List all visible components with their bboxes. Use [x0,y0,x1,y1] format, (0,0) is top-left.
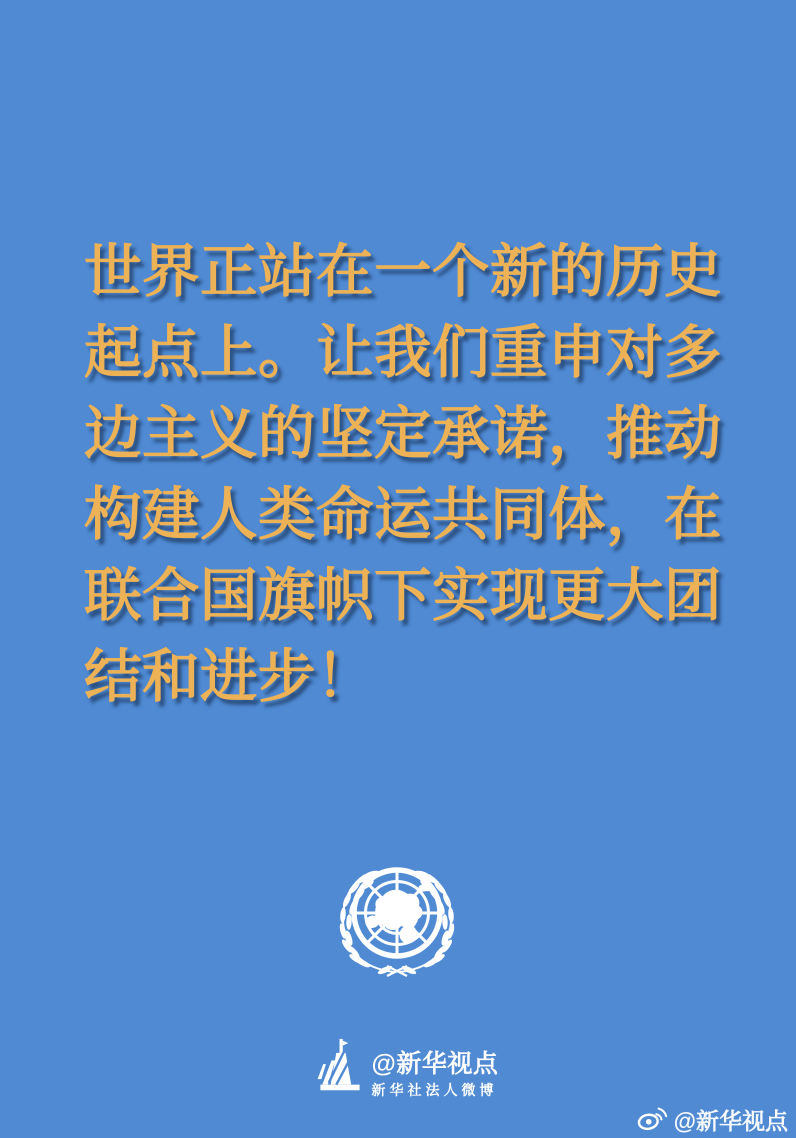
quote-line-3: 边主义的坚定承诺，推动 [84,403,722,466]
quote-line-4: 构建人类命运共同体，在 [84,484,722,547]
weibo-icon [637,1105,669,1132]
quote-text-block [84,232,722,718]
corner-watermark [637,1103,788,1136]
corner-watermark-handle: @新华视点 [673,1108,788,1134]
footer-branding [0,1038,796,1097]
footer-account-subtitle: 新华社法人微博 [371,1082,498,1098]
quote-line-5: 联合国旗帜下实现更大团 [84,565,722,628]
footer-text [372,1038,499,1097]
quote-line-6: 结和进步！ [84,646,374,709]
quote-line-2: 起点上。让我们重申对多 [84,322,722,385]
footer-account-handle: @新华视点 [371,1050,499,1078]
quote-line-1: 世界正站在一个新的历史 [84,241,722,304]
xinhua-monument-icon [316,1038,364,1094]
un-emblem-icon [331,866,463,986]
